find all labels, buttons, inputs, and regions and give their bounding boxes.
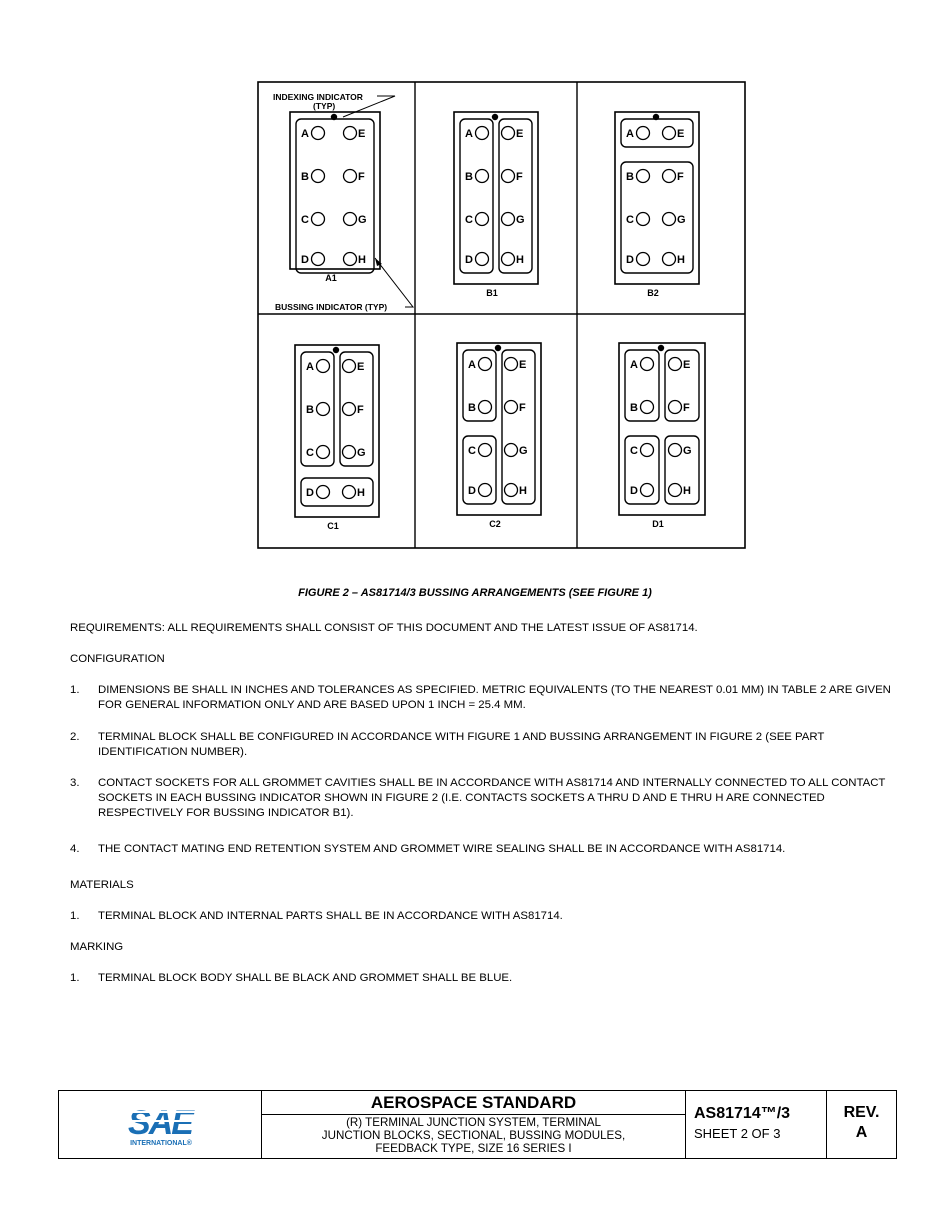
contact-socket: [502, 127, 515, 140]
bussing-indicator-outline: [460, 119, 493, 273]
contact-label: G: [683, 445, 692, 457]
bussing-indicator-outline: [499, 119, 532, 273]
contact-label: A: [630, 359, 638, 371]
contact-label: E: [358, 128, 366, 140]
contact-label: G: [516, 214, 525, 226]
bussing-indicator-callout: BUSSING INDICATOR (TYP): [275, 302, 388, 312]
contact-socket: [479, 444, 492, 457]
indexing-indicator-dot: [333, 347, 339, 353]
contact-label: C: [626, 214, 634, 226]
contact-label: C: [306, 447, 314, 459]
contact-label: C: [630, 445, 638, 457]
contact-socket: [641, 358, 654, 371]
panel-label: A1: [325, 273, 337, 283]
title-block: [58, 1090, 897, 1159]
contact-label: C: [468, 445, 476, 457]
contact-socket: [343, 403, 356, 416]
sae-logo-wordmark: SAE: [128, 1104, 192, 1142]
contact-label: D: [468, 485, 476, 497]
contact-label: F: [519, 402, 526, 414]
contact-socket: [663, 170, 676, 183]
contact-label: F: [357, 404, 364, 416]
contact-socket: [344, 253, 357, 266]
item-number: 2.: [70, 731, 80, 743]
contact-label: H: [516, 254, 524, 266]
item-text: DIMENSIONS BE SHALL IN INCHES AND TOLERANCES AS SPECIFIED. METRIC EQUIVALENTS (TO THE NEAREST 0.01 MM) IN TABLE 2 ARE GIVEN FOR GENERAL INFORMATION ONLY AND ARE BASED UPON 1 INCH = 25.4 MM.: [98, 684, 891, 711]
panel-label: D1: [652, 519, 664, 529]
panel-label: B1: [486, 288, 498, 298]
revision-value: A: [855, 1124, 868, 1141]
contact-socket: [343, 360, 356, 373]
item-text: TERMINAL BLOCK BODY SHALL BE BLACK AND GROMMET SHALL BE BLUE.: [98, 972, 513, 984]
item-text: THE CONTACT MATING END RETENTION SYSTEM AND GROMMET WIRE SEALING SHALL BE IN ACCORDANCE WITH AS81714.: [98, 843, 786, 855]
indexing-indicator-callout: INDEXING INDICATOR: [273, 92, 363, 102]
contact-socket: [312, 127, 325, 140]
item-number: 1.: [70, 972, 80, 984]
contact-socket: [479, 484, 492, 497]
standard-title: AEROSPACE STANDARD: [262, 1091, 685, 1115]
contact-label: D: [626, 254, 634, 266]
panel-label: C1: [327, 521, 339, 531]
contact-socket: [312, 213, 325, 226]
bussing-indicator-outline: [296, 119, 374, 273]
title-cell: [262, 1091, 686, 1158]
contact-label: B: [630, 402, 638, 414]
contact-socket: [344, 213, 357, 226]
sheet-number: SHEET 2 OF 3: [694, 1126, 781, 1141]
contact-label: A: [465, 128, 473, 140]
contact-socket: [663, 253, 676, 266]
contact-label: H: [358, 254, 366, 266]
logo-cell: [59, 1091, 262, 1158]
contact-socket: [637, 170, 650, 183]
bussing-indicator-outline: [502, 350, 535, 504]
contact-socket: [476, 127, 489, 140]
contact-label: F: [683, 402, 690, 414]
subtitle-line: (R) TERMINAL JUNCTION SYSTEM, TERMINAL: [346, 1116, 601, 1129]
contact-socket: [505, 444, 518, 457]
contact-socket: [317, 360, 330, 373]
contact-label: G: [677, 214, 686, 226]
contact-label: F: [516, 171, 523, 183]
contact-label: E: [519, 359, 527, 371]
contact-label: H: [519, 485, 527, 497]
indexing-indicator-dot: [658, 345, 664, 351]
contact-socket: [641, 484, 654, 497]
contact-socket: [476, 170, 489, 183]
contact-socket: [479, 358, 492, 371]
subtitle-line: FEEDBACK TYPE, SIZE 16 SERIES I: [375, 1142, 572, 1155]
contact-label: D: [465, 254, 473, 266]
figure-caption: FIGURE 2 – AS81714/3 BUSSING ARRANGEMENTS (SEE FIGURE 1): [298, 587, 652, 599]
revision: [827, 1103, 896, 1143]
contact-label: D: [306, 487, 314, 499]
contact-socket: [317, 403, 330, 416]
contact-label: A: [626, 128, 634, 140]
materials-heading: MATERIALS: [70, 879, 134, 891]
contact-label: B: [465, 171, 473, 183]
contact-socket: [476, 253, 489, 266]
contact-socket: [317, 446, 330, 459]
item-number: 3.: [70, 777, 80, 789]
contact-label: D: [630, 485, 638, 497]
contact-label: G: [358, 214, 367, 226]
contact-label: F: [358, 171, 365, 183]
requirements-statement: REQUIREMENTS: ALL REQUIREMENTS SHALL CONSIST OF THIS DOCUMENT AND THE LATEST ISSUE OF AS81714.: [70, 622, 698, 634]
contact-socket: [663, 127, 676, 140]
marking-heading: MARKING: [70, 941, 124, 953]
contact-socket: [476, 213, 489, 226]
contact-label: C: [301, 214, 309, 226]
contact-socket: [344, 170, 357, 183]
contact-socket: [317, 486, 330, 499]
document-number: AS81714™/3: [694, 1105, 791, 1122]
item-text: TERMINAL BLOCK SHALL BE CONFIGURED IN ACCORDANCE WITH FIGURE 1 AND BUSSING ARRANGEMENT IN FIGURE 2 (SEE PART IDENTIFICATION NUMBER).: [98, 731, 825, 758]
contact-label: B: [301, 171, 309, 183]
contact-socket: [505, 484, 518, 497]
contact-socket: [479, 401, 492, 414]
contact-label: D: [301, 254, 309, 266]
contact-socket: [669, 444, 682, 457]
item-number: 1.: [70, 910, 80, 922]
item-number: 4.: [70, 843, 80, 855]
contact-label: C: [465, 214, 473, 226]
contact-socket: [343, 446, 356, 459]
contact-label: G: [519, 445, 528, 457]
sae-logo-subtext: INTERNATIONAL®: [130, 1140, 192, 1147]
indexing-indicator-dot: [492, 114, 498, 120]
contact-socket: [505, 401, 518, 414]
contact-label: A: [301, 128, 309, 140]
contact-socket: [505, 358, 518, 371]
document-cell: [686, 1091, 827, 1158]
contact-label: H: [357, 487, 365, 499]
contact-label: F: [677, 171, 684, 183]
indexing-indicator-dot: [495, 345, 501, 351]
item-number: 1.: [70, 684, 80, 696]
contact-socket: [641, 401, 654, 414]
indexing-indicator-typ: (TYP): [313, 101, 336, 111]
contact-socket: [312, 253, 325, 266]
contact-label: B: [468, 402, 476, 414]
contact-label: B: [306, 404, 314, 416]
contact-label: G: [357, 447, 366, 459]
contact-label: E: [677, 128, 685, 140]
contact-label: B: [626, 171, 634, 183]
item-text: TERMINAL BLOCK AND INTERNAL PARTS SHALL BE IN ACCORDANCE WITH AS81714.: [98, 910, 563, 922]
contact-socket: [663, 213, 676, 226]
contact-label: H: [677, 254, 685, 266]
configuration-heading: CONFIGURATION: [70, 653, 165, 665]
contact-socket: [343, 486, 356, 499]
contact-socket: [312, 170, 325, 183]
item-text: CONTACT SOCKETS FOR ALL GROMMET CAVITIES SHALL BE IN ACCORDANCE WITH AS81714 AND INTERNALLY CONNECTED TO ALL CONTACT SOCKETS IN EACH BUSSING INDICATOR SHOWN IN FIGURE 2 (I.E. CONTACTS SOCKETS A THRU D AND E THRU H ARE CONNECTED RESPECTIVELY FOR BUSSING INDICATOR B1).: [98, 777, 886, 819]
bussing-arrangements-figure: [255, 80, 750, 552]
sae-logo: [59, 1091, 262, 1158]
contact-label: H: [683, 485, 691, 497]
contact-label: E: [516, 128, 524, 140]
revision-label: REV.: [843, 1104, 880, 1121]
contact-socket: [641, 444, 654, 457]
contact-socket: [637, 213, 650, 226]
contact-socket: [637, 127, 650, 140]
contact-socket: [669, 484, 682, 497]
contact-label: E: [683, 359, 691, 371]
contact-socket: [502, 213, 515, 226]
contact-socket: [637, 253, 650, 266]
contact-label: A: [468, 359, 476, 371]
contact-label: A: [306, 361, 314, 373]
contact-socket: [669, 401, 682, 414]
panel-label: C2: [489, 519, 501, 529]
contact-socket: [344, 127, 357, 140]
contact-socket: [502, 170, 515, 183]
contact-socket: [502, 253, 515, 266]
figure-drawing: [255, 80, 750, 552]
subtitle-line: JUNCTION BLOCKS, SECTIONAL, BUSSING MODULES,: [321, 1129, 626, 1142]
bussing-arrowhead: [375, 258, 382, 266]
standard-subtitle: [262, 1115, 685, 1155]
contact-socket: [669, 358, 682, 371]
panel-label: B2: [647, 288, 659, 298]
revision-cell: [827, 1091, 896, 1158]
contact-label: E: [357, 361, 365, 373]
